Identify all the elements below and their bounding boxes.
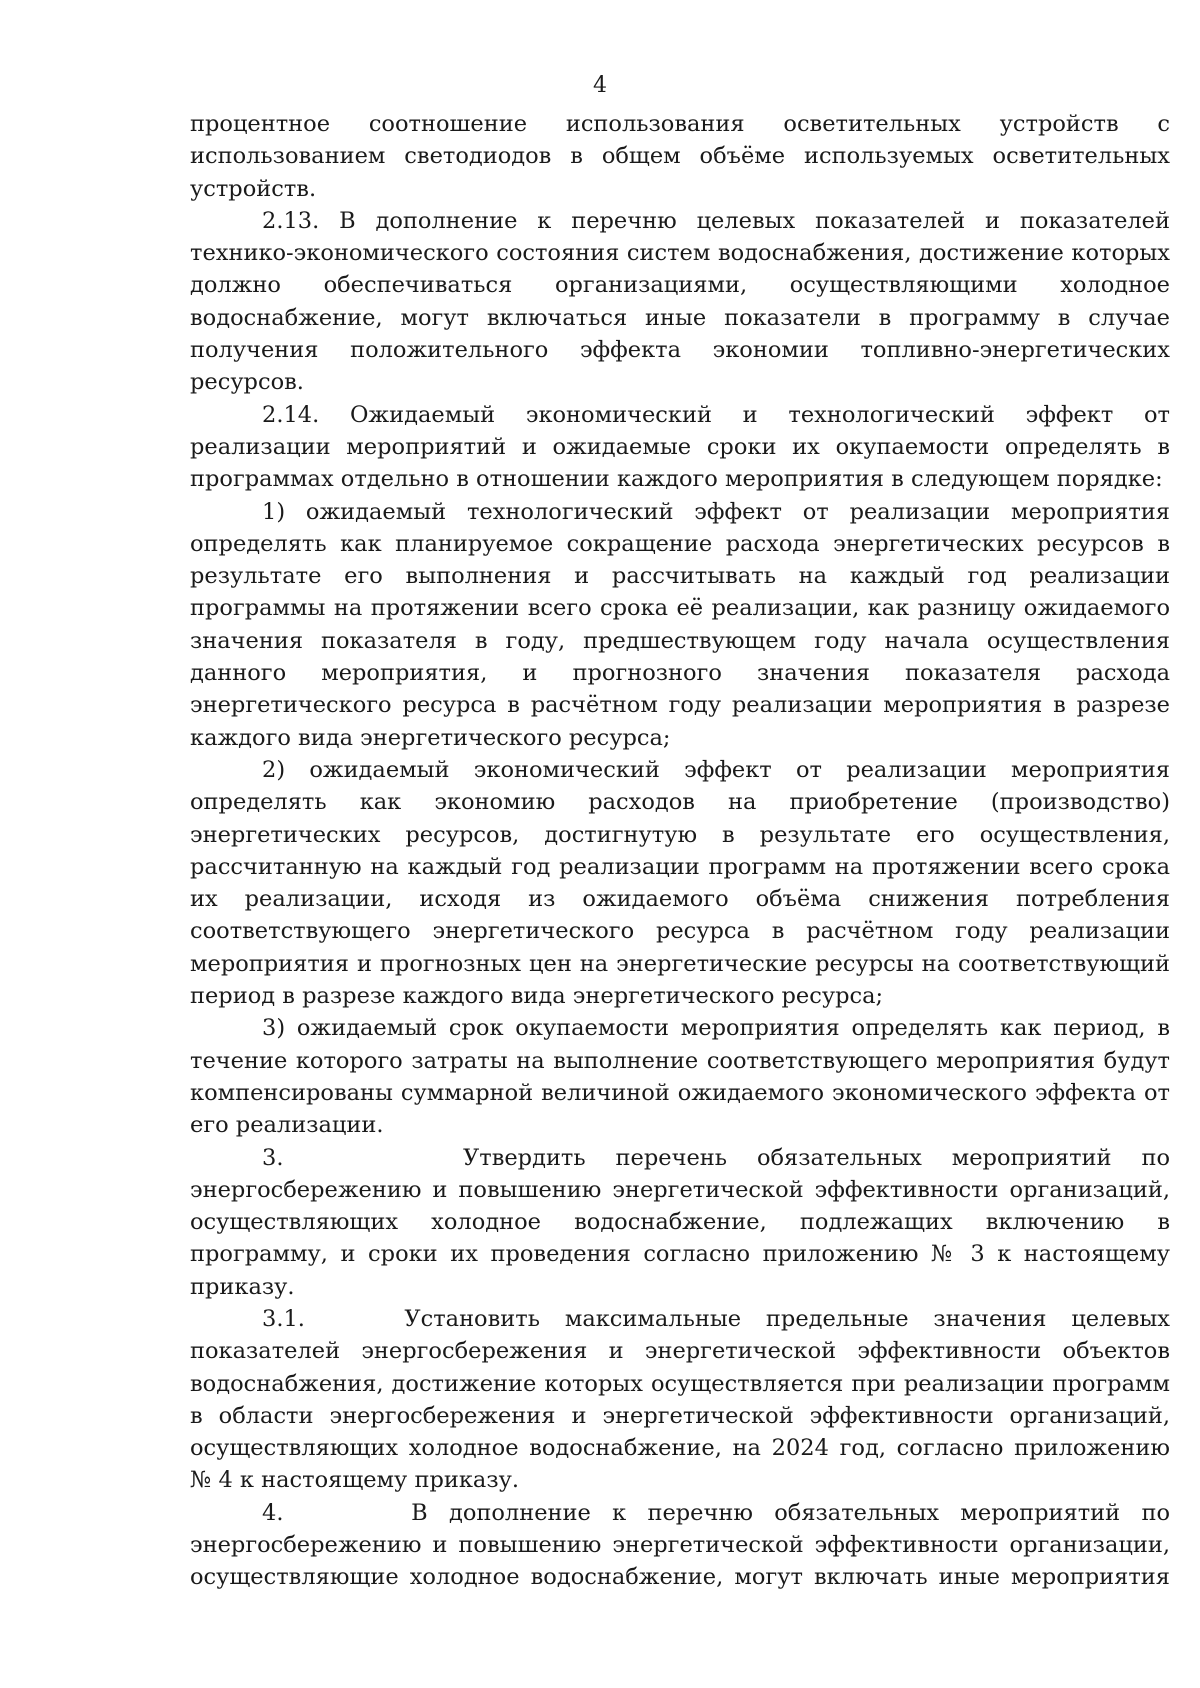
- paragraph-2-14-item-2: 2) ожидаемый экономический эффект от реализации мероприятия определять как экономию расходов на приобретение (производство) энергетических ресурсов, достигнутую в результате его осуществления, рассчитанную на каждый год реализации программ на протяжении всего срока их реализации, исходя из ожидаемого объёма снижения потребления соответствующего энергетического ресурса в расчётном году реализации мероприятия и прогнозных цен на энергетические ресурсы на соответствующий период в разрезе каждого вида энергетического ресурса;: [190, 756, 1170, 1010]
- paragraph-continuation: процентное соотношение использования осветительных устройств с использованием светодиодов в общем объёме используемых осветительных устройств.: [190, 111, 1170, 202]
- document-body: [190, 108, 1178, 1594]
- paragraph-2-14-item-1: 1) ожидаемый технологический эффект от реализации мероприятия определять как планируемое сокращение расхода энергетических ресурсов в результате его выполнения и рассчитывать на каждый год реализации программы на протяжении всего срока её реализации, как разницу ожидаемого значения показателя в году, предшествующем году начала осуществления данного мероприятия, и прогнозного значения показателя расхода энергетического ресурса в расчётном году реализации мероприятия в разрезе каждого вида энергетического ресурса;: [190, 498, 1170, 751]
- paragraph-2-14: 2.14. Ожидаемый экономический и технологический эффект от реализации мероприятий и ожидаемые сроки их окупаемости определять в программах отдельно в отношении каждого мероприятия в следующем порядке:: [190, 401, 1170, 493]
- paragraph-4: 4. В дополнение к перечню обязательных мероприятий по энергосбережению и повышению энергетической эффективности организации, осуществляющие холодное водоснабжение, могут включать иные мероприятия: [190, 1499, 1178, 1591]
- paragraph-2-14-item-3: 3) ожидаемый срок окупаемости мероприятия определять как период, в течение которого затраты на выполнение соответствующего мероприятия будут компенсированы суммарной величиной ожидаемого экономического эффекта от его реализации.: [190, 1015, 1170, 1139]
- page-number: 4: [593, 73, 607, 98]
- paragraph-2-13: 2.13. В дополнение к перечню целевых показателей и показателей технико-экономического состояния систем водоснабжения, достижение которых должно обеспечиваться организациями, осуществляющими холодное водоснабжение, могут включаться иные показатели в программу в случае получения положительного эффекта экономии топливно-энергетических ресурсов.: [190, 207, 1170, 396]
- paragraph-3-1: 3.1. Установить максимальные предельные значения целевых показателей энергосбережения и энергетической эффективности объектов водоснабжения, достижение которых осуществляется при реализации программ в области энергосбережения и энергетической эффективности организаций, осуществляющих холодное водоснабжение, на 2024 год, согласно приложению № 4 к настоящему приказу.: [190, 1305, 1178, 1494]
- paragraph-3: 3. Утвердить перечень обязательных мероприятий по энергосбережению и повышению энергетической эффективности организаций, осуществляющих холодное водоснабжение, подлежащих включению в программу, и сроки их проведения согласно приложению № 3 к настоящему приказу.: [190, 1144, 1178, 1300]
